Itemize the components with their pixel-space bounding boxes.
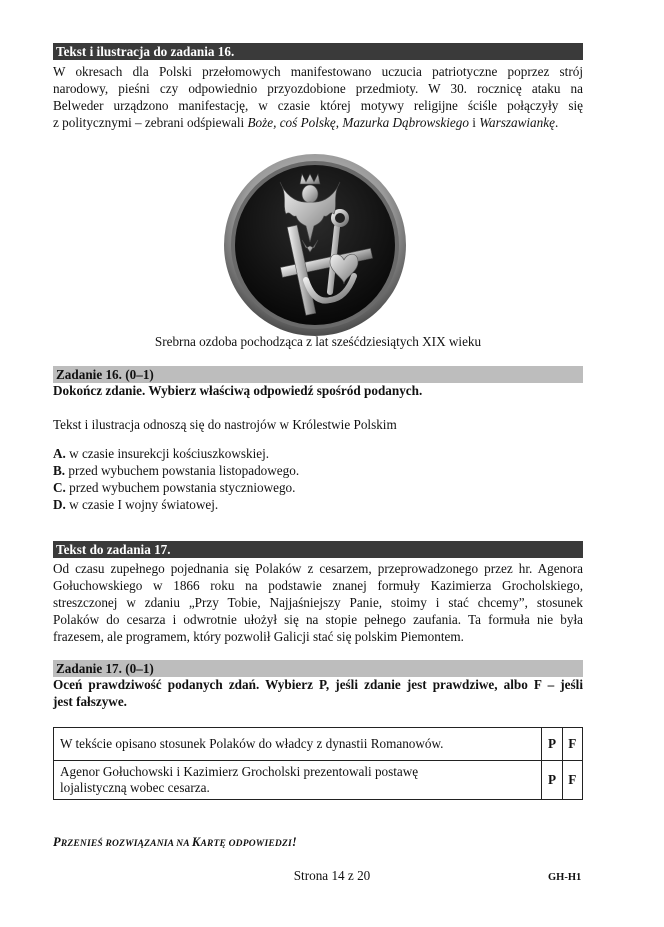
page-number: Strona 14 z 20 — [293, 868, 371, 883]
statement-cell: W tekście opisano stosunek Polaków do władcy z dynastii Romanowów. — [54, 728, 542, 761]
text-line: streszczonej w zdaniu „Przy Tobie, Najjaśniejszy Panie, stoimy i stać chcemy”, stosunek — [53, 595, 583, 610]
text-line: narodowy, pieśni czy odpowiednio przyozdobione przedmioty. W 30. rocznicę ataku na — [53, 81, 583, 96]
task-16-instruction: Dokończ zdanie. Wybierz właściwą odpowiedź spośród podanych. — [53, 383, 423, 398]
table-row — [54, 761, 583, 800]
song-title: Boże, coś Polskę — [247, 115, 336, 130]
task-17-instruction: Oceń prawdziwość podanych zdań. Wybierz P, jeśli zdanie jest prawdziwe, albo F – jeśli jest fałszywe. — [53, 677, 583, 709]
table-row — [54, 728, 583, 761]
option-a[interactable]: A. w czasie insurekcji kościuszkowskiej. — [53, 446, 270, 461]
text-line: Polaków do cesarza i odwrotnie ułożył się na stopie pełnego zaufania. Ta formuła nie była — [53, 612, 583, 627]
text-line: Od czasu zupełnego pojednania się Polaków z cesarzem, przeprowadzonego przez hr. Agenora — [53, 561, 583, 576]
song-title: Mazurka Dąbrowskiego — [342, 115, 469, 130]
answer-f-button[interactable]: F — [562, 728, 582, 761]
illustration-caption: Srebrna ozdoba pochodząca z lat sześćdziesiątych XIX wieku — [154, 334, 482, 349]
transfer-answers-note: PRZENIEŚ ROZWIĄZANIA NA KARTĘ ODPOWIEDZI! — [53, 835, 297, 849]
task-16-header: Zadanie 16. (0–1) — [53, 366, 583, 383]
text-line: Belweder urządzono manifestację, w czasie której motywy religijne ściśle połączyły się — [53, 98, 583, 113]
section-16-text — [53, 63, 583, 131]
task-16-stem: Tekst i ilustracja odnoszą się do nastrojów w Królestwie Polskim — [53, 417, 397, 432]
answer-p-button[interactable]: P — [542, 728, 562, 761]
exam-code: GH-H1 — [548, 872, 582, 883]
text-line: W okresach dla Polski przełomowych manifestowano uczucia patriotyczne poprzez strój — [53, 64, 583, 79]
silver-badge-illustration — [222, 152, 408, 338]
statement-cell: Agenor Gołuchowski i Kazimierz Grocholski prezentowali postawę lojalistyczną wobec cesarza. — [54, 761, 542, 800]
text-line-last: z politycznymi – zebrani odśpiewali Boże, coś Polskę, Mazurka Dąbrowskiego i Warszawiankę. — [53, 115, 559, 130]
task-16-options — [53, 445, 583, 513]
answer-p-button[interactable]: P — [542, 761, 562, 800]
section-16-header: Tekst i ilustracja do zadania 16. — [53, 43, 583, 60]
section-17-header: Tekst do zadania 17. — [53, 541, 583, 558]
true-false-table — [53, 727, 583, 800]
text-line: Gołuchowskiego w 1866 roku na podstawie znanej formuły Kazimierza Grocholskiego, — [53, 578, 583, 593]
badge-icon — [222, 152, 408, 338]
option-b[interactable]: B. przed wybuchem powstania listopadowego. — [53, 463, 300, 478]
answer-f-button[interactable]: F — [562, 761, 582, 800]
task-17-header: Zadanie 17. (0–1) — [53, 660, 583, 677]
song-title: Warszawiankę — [479, 115, 555, 130]
option-c[interactable]: C. przed wybuchem powstania styczniowego. — [53, 480, 296, 495]
option-d[interactable]: D. w czasie I wojny światowej. — [53, 497, 219, 512]
text-line-last: frazesem, ale programem, który pozwolił Galicji stać się polskim Piemontem. — [53, 629, 464, 644]
section-17-text — [53, 560, 583, 645]
